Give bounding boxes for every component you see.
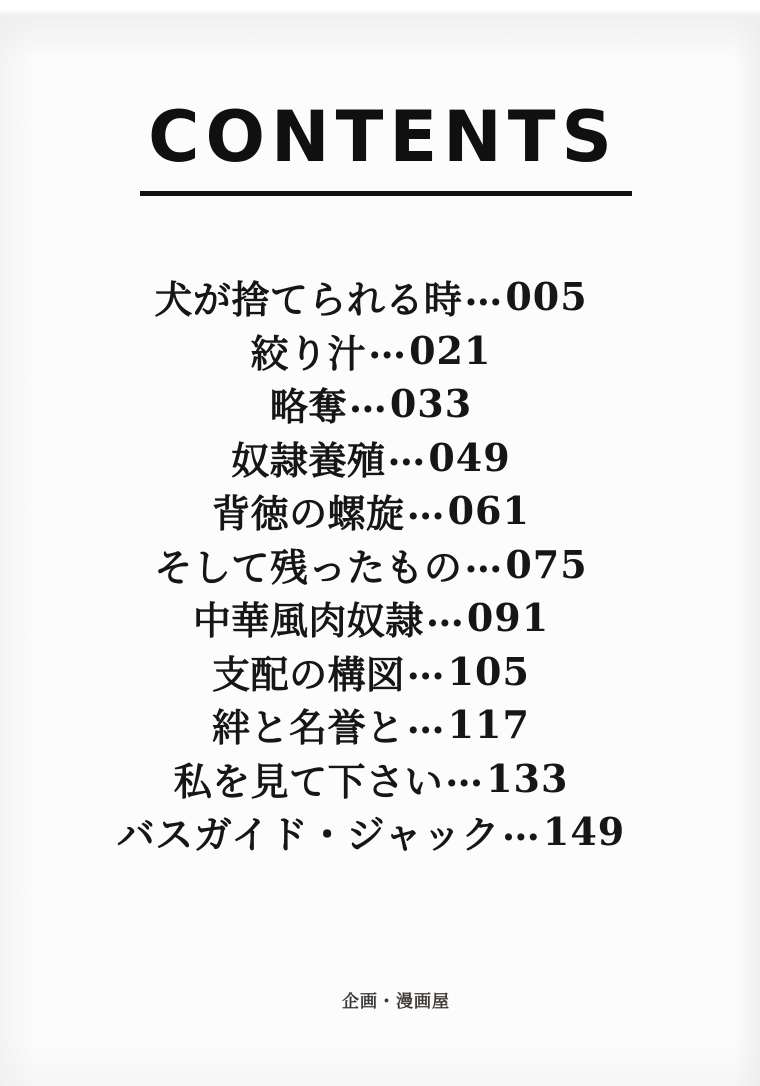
toc-entry [0, 805, 751, 859]
toc-entry-title: 絆と名誉と [212, 705, 405, 751]
toc-entry-page: 075 [505, 541, 588, 587]
toc-leader-dots: … [387, 429, 427, 475]
title-underline [140, 191, 632, 196]
toc-entry [0, 484, 751, 538]
toc-entry-page: 091 [466, 595, 550, 641]
toc-entry-page: 149 [542, 809, 626, 855]
toc-leader-dots: … [406, 482, 446, 528]
toc-leader-dots: … [464, 268, 504, 314]
toc-entry-title: 絞り汁 [250, 330, 367, 376]
toc-entry [0, 270, 751, 324]
toc-leader-dots: … [348, 375, 388, 421]
toc-entry [0, 752, 751, 806]
toc-entry-page: 105 [447, 648, 530, 694]
toc-leader-dots: … [501, 803, 541, 849]
toc-entry [0, 645, 751, 699]
toc-entry [0, 591, 751, 645]
toc-entry-title: 中華風肉奴隷 [192, 598, 424, 644]
toc-entry [0, 698, 751, 752]
toc-entry [0, 324, 751, 378]
toc-list [0, 270, 751, 859]
toc-entry-title: 支配の構図 [212, 651, 405, 697]
toc-entry [0, 431, 751, 485]
toc-leader-dots: … [368, 322, 408, 368]
toc-entry-page: 021 [409, 327, 492, 373]
toc-entry-title: そして残ったもの [154, 544, 463, 590]
toc-entry-title: 私を見て下さい [173, 758, 444, 804]
toc-entry-title: 略奪 [269, 384, 347, 430]
toc-entry-title: 背徳の螺旋 [212, 491, 405, 537]
toc-entry-title: 奴隷養殖 [231, 437, 386, 483]
toc-entry [0, 538, 751, 592]
toc-leader-dots: … [445, 750, 485, 796]
toc-leader-dots: … [425, 589, 465, 635]
toc-entry-page: 117 [447, 702, 530, 748]
toc-entry [0, 377, 751, 431]
publisher-credit: 企画・漫画屋 [342, 992, 450, 1012]
toc-entry-title: 犬が捨てられる時 [154, 277, 463, 323]
page-title: CONTENTS [148, 96, 618, 178]
toc-entry-page: 133 [486, 755, 569, 801]
toc-leader-dots: … [464, 536, 504, 582]
toc-leader-dots: … [406, 696, 446, 742]
toc-entry-page: 049 [428, 434, 511, 480]
toc-entry-page: 033 [389, 381, 473, 427]
toc-entry-page: 005 [505, 274, 588, 320]
toc-entry-page: 061 [447, 488, 530, 534]
toc-entry-title: バスガイド・ジャック [116, 812, 500, 858]
title-block [3, 96, 760, 178]
toc-leader-dots: … [406, 643, 446, 689]
